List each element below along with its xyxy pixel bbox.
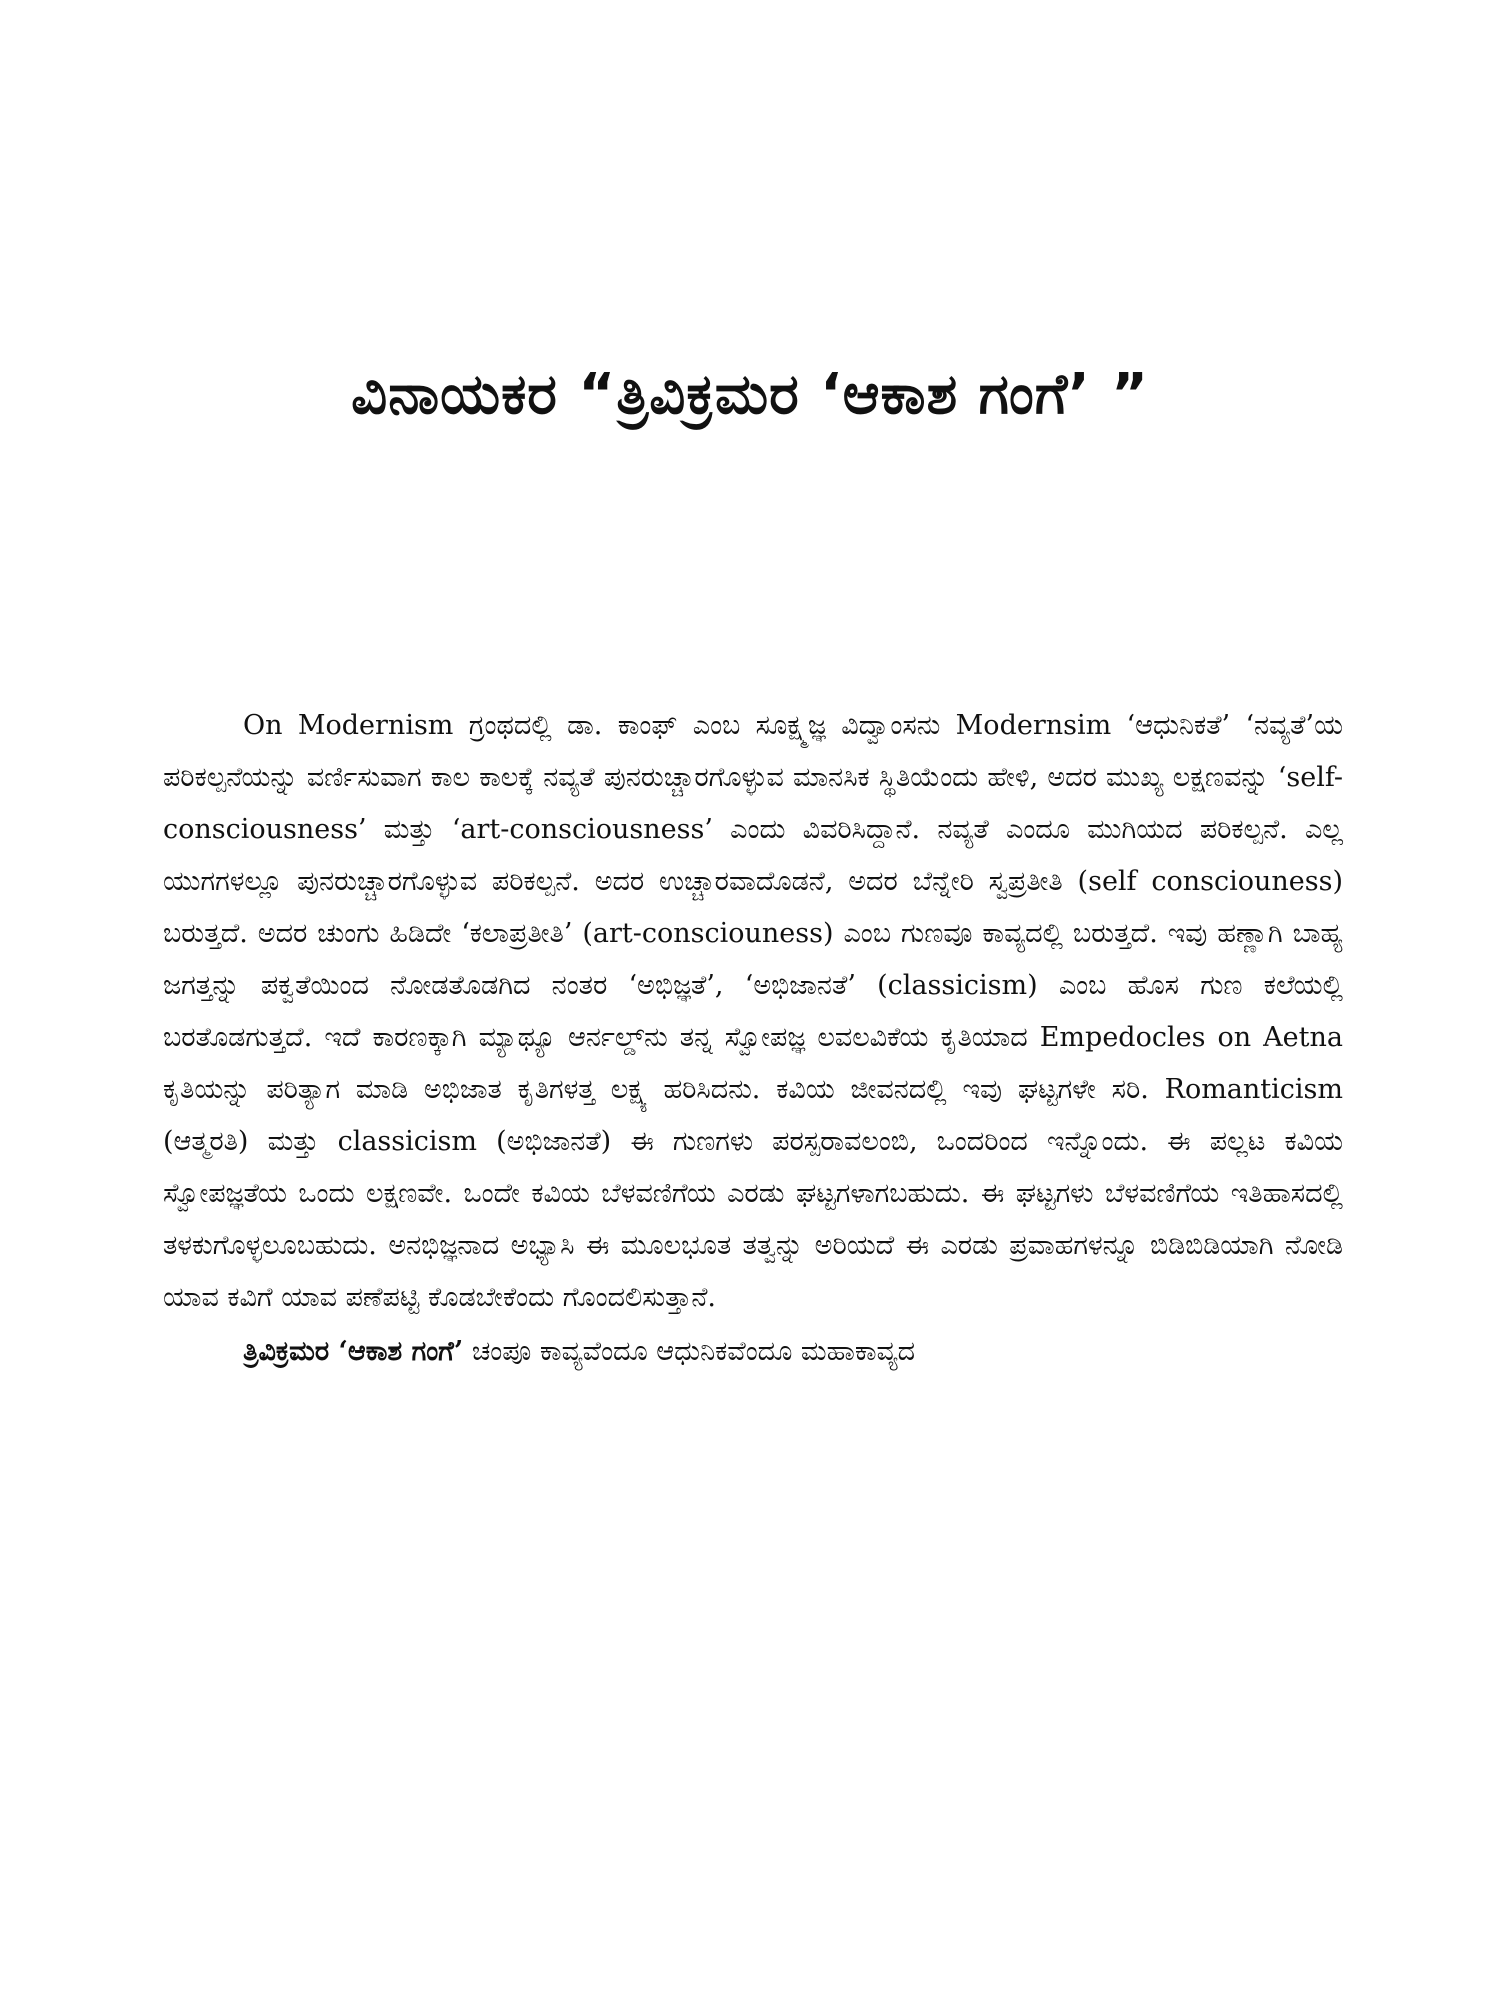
- paragraph-2-bold-lead: ತ್ರಿವಿಕ್ರಮರ ‘ಆಕಾಶ ಗಂಗೆ’: [243, 1336, 464, 1367]
- paragraph-1: On Modernism ಗ್ರಂಥದಲ್ಲಿ ಡಾ. ಕಾಂಫ್ ಎಂಬ ಸೂಕ್ಷ್ಮಜ್ಞ ವಿದ್ವಾಂಸನು Modernsim ‘ಆಧುನಿಕತೆ’ ‘ನವ್ಯತೆ’ಯ ಪರಿಕಲ್ಪನೆಯನ್ನು ವರ್ಣಿಸುವಾಗ ಕಾಲ ಕಾಲಕ್ಕೆ ನವ್ಯತೆ ಪುನರುಚ್ಚಾರಗೊಳ್ಳುವ ಮಾನಸಿಕ ಸ್ಥಿತಿಯೆಂದು ಹೇಳಿ, ಅದರ ಮುಖ್ಯ ಲಕ್ಷಣವನ್ನು ‘self-consciousness’ ಮತ್ತು ‘art-consciousness’ ಎಂದು ವಿವರಿಸಿದ್ದಾನೆ. ನವ್ಯತೆ ಎಂದೂ ಮುಗಿಯದ ಪರಿಕಲ್ಪನೆ. ಎಲ್ಲ ಯುಗಗಳಲ್ಲೂ ಪುನರುಚ್ಚಾರಗೊಳ್ಳುವ ಪರಿಕಲ್ಪನೆ. ಅದರ ಉಚ್ಚಾರವಾದೊಡನೆ, ಅದರ ಬೆನ್ನೇರಿ ಸ್ವಪ್ರತೀತಿ (self consciouness) ಬರುತ್ತದೆ. ಅದರ ಚುಂಗು ಹಿಡಿದೇ ‘ಕಲಾಪ್ರತೀತಿ’ (art-consciouness) ಎಂಬ ಗುಣವೂ ಕಾವ್ಯದಲ್ಲಿ ಬರುತ್ತದೆ. ಇವು ಹಣ್ಣಾಗಿ ಬಾಹ್ಯ ಜಗತ್ತನ್ನು ಪಕ್ವತೆಯಿಂದ ನೋಡತೊಡಗಿದ ನಂತರ ‘ಅಭಿಜ್ಞತೆ’, ‘ಅಭಿಜಾನತೆ’ (classicism) ಎಂಬ ಹೊಸ ಗುಣ ಕಲೆಯಲ್ಲಿ ಬರತೊಡಗುತ್ತದೆ. ಇದೆ ಕಾರಣಕ್ಕಾಗಿ ಮ್ಯಾಥ್ಯೂ ಆರ್ನಲ್ಡ್‌ನು ತನ್ನ ಸ್ವೋಪಜ್ಞ ಲವಲವಿಕೆಯ ಕೃತಿಯಾದ Empedocles on Aetna ಕೃತಿಯನ್ನು ಪರಿತ್ಯಾಗ ಮಾಡಿ ಅಭಿಜಾತ ಕೃತಿಗಳತ್ತ ಲಕ್ಷ್ಯ ಹರಿಸಿದನು. ಕವಿಯ ಜೀವನದಲ್ಲಿ ಇವು ಘಟ್ಟಗಳೇ ಸರಿ. Romanticism (ಆತ್ಮರತಿ) ಮತ್ತು classicism (ಅಭಿಜಾನತೆ) ಈ ಗುಣಗಳು ಪರಸ್ಪರಾವಲಂಬಿ, ಒಂದರಿಂದ ಇನ್ನೊಂದು. ಈ ಪಲ್ಲಟ ಕವಿಯ ಸ್ವೋಪಜ್ಞತೆಯ ಒಂದು ಲಕ್ಷಣವೇ. ಒಂದೇ ಕವಿಯ ಬೆಳವಣಿಗೆಯ ಎರಡು ಘಟ್ಟಗಳಾಗಬಹುದು. ಈ ಘಟ್ಟಗಳು ಬೆಳವಣಿಗೆಯ ಇತಿಹಾಸದಲ್ಲಿ ತಳಕುಗೊಳ್ಳಲೂಬಹುದು. ಅನಭಿಜ್ಞನಾದ ಅಭ್ಯಾಸಿ ಈ ಮೂಲಭೂತ ತತ್ವನ್ನು ಅರಿಯದೆ ಈ ಎರಡು ಪ್ರವಾಹಗಳನ್ನೂ ಬಿಡಿಬಿಡಿಯಾಗಿ ನೋಡಿ ಯಾವ ಕವಿಗೆ ಯಾವ ಪಣೆಪಟ್ಟಿ ಕೊಡಬೇಕೆಂದು ಗೊಂದಲಿಸುತ್ತಾನೆ.: [163, 710, 1343, 1313]
- paragraph-2: [163, 1326, 1343, 1378]
- body-text: [163, 700, 1343, 1378]
- paragraph-2-text: ಚಂಪೂ ಕಾವ್ಯವೆಂದೂ ಆಧುನಿಕವೆಂದೂ ಮಹಾಕಾವ್ಯದ: [463, 1336, 916, 1367]
- page-title: ವಿನಾಯಕರ “ತ್ರಿವಿಕ್ರಮರ ‘ಆಕಾಶ ಗಂಗೆ’ ”: [351, 362, 1149, 427]
